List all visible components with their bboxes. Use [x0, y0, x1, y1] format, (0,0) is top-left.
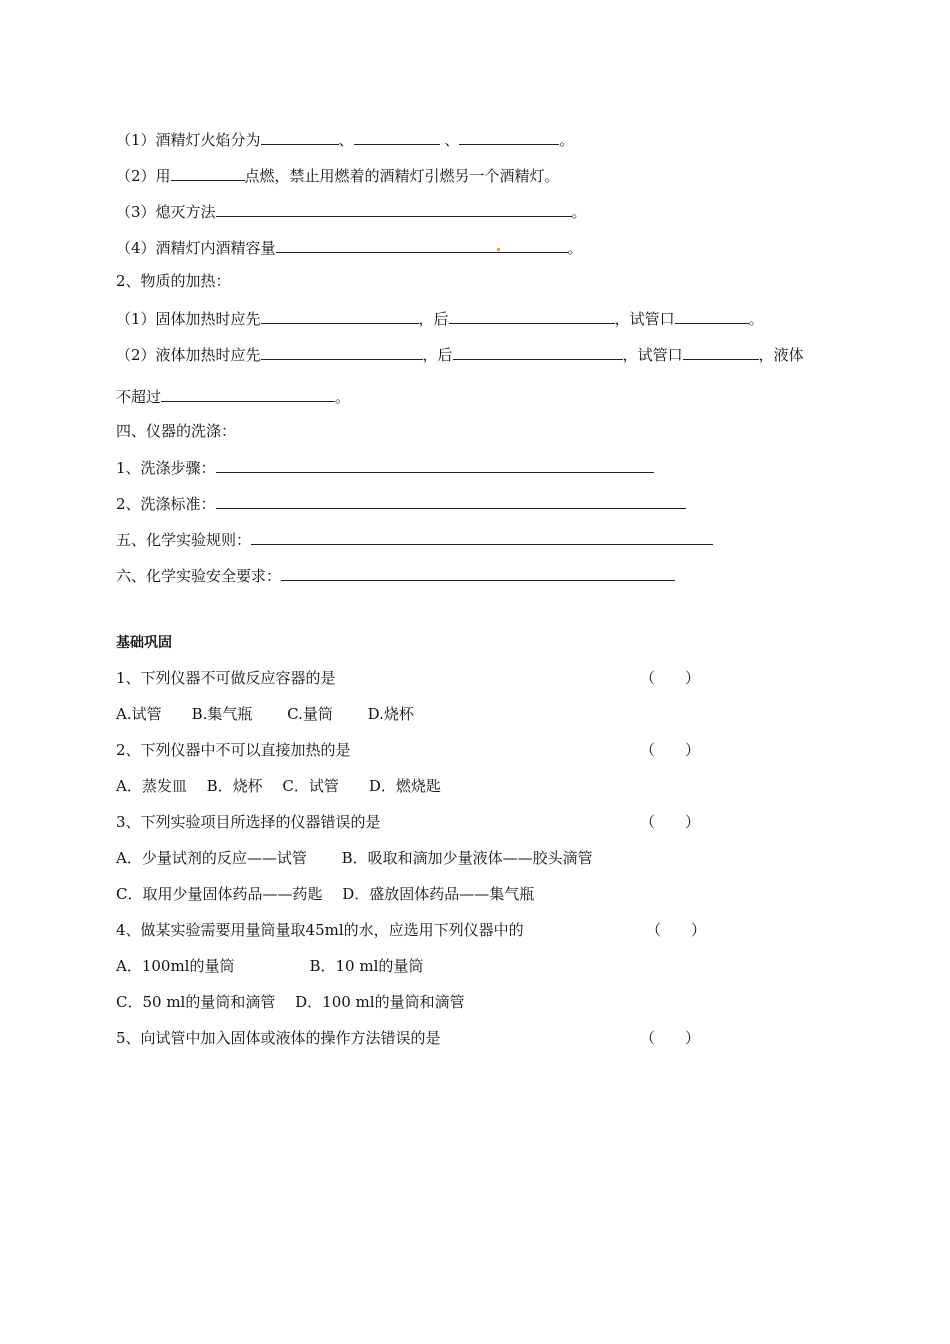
answer-blank[interactable]: [216, 456, 654, 473]
lamp-flame-line: （1）酒精灯火焰分为 、 、 。: [116, 128, 574, 148]
question-options: A．蒸发皿 B．烧杯 C．试管 D．燃烧匙: [116, 777, 441, 795]
question-options: C．取用少量固体药品——药匙 D．盛放固体药品——集气瓶: [116, 885, 535, 903]
solid-heating-line: （1）固体加热时应先 ，后 ，试管口 。: [116, 307, 764, 327]
answer-blank[interactable]: [276, 236, 568, 253]
answer-blank[interactable]: [261, 343, 423, 360]
heating-title: 2、物质的加热：: [116, 272, 231, 290]
question-stem: 3、下列实验项目所选择的仪器错误的是: [116, 813, 381, 831]
answer-blank[interactable]: [281, 564, 675, 581]
question-options: A．少量试剂的反应——试管 B．吸取和滴加少量液体——胶头滴管: [116, 849, 593, 867]
answer-paren[interactable]: （ ）: [646, 921, 707, 939]
question-stem: 1、下列仪器不可做反应容器的是: [116, 669, 336, 687]
question-stem: 4、做某实验需要用量筒量取45ml的水，应选用下列仪器中的: [116, 921, 524, 939]
answer-blank[interactable]: [683, 343, 759, 360]
liquid-limit-line: 不超过 。: [116, 385, 350, 405]
answer-blank[interactable]: [261, 128, 339, 145]
answer-blank[interactable]: [251, 528, 713, 545]
answer-paren[interactable]: （ ）: [640, 741, 701, 759]
lamp-extinguish-line: （3）熄灭方法 。: [116, 200, 587, 220]
lamp-ignite-line: （2）用 点燃，禁止用燃着的酒精灯引燃另一个酒精灯。: [116, 164, 560, 184]
question-stem: 2、下列仪器中不可以直接加热的是: [116, 741, 351, 759]
question-options: A．100ml的量筒 B．10 ml的量筒: [116, 957, 424, 975]
safety-line: 六、化学实验安全要求：: [116, 564, 675, 584]
question-options: A.试管 B.集气瓶 C.量筒 D.烧杯: [116, 705, 414, 723]
liquid-heating-line: （2）液体加热时应先 ，后 ，试管口 ，液体: [116, 343, 804, 363]
rules-line: 五、化学实验规则：: [116, 528, 713, 548]
washing-title: 四、仪器的洗涤：: [116, 422, 237, 440]
answer-blank[interactable]: [216, 200, 572, 217]
answer-blank[interactable]: [171, 164, 245, 181]
washing-steps-line: 1、洗涤步骤：: [116, 456, 654, 476]
answer-blank[interactable]: [354, 128, 440, 145]
lamp-capacity-line: （4）酒精灯内酒精容量 。: [116, 236, 583, 256]
answer-paren[interactable]: （ ）: [640, 669, 701, 687]
answer-blank[interactable]: [216, 492, 686, 509]
question-stem: 5、向试管中加入固体或液体的操作方法错误的是: [116, 1029, 441, 1047]
washing-standard-line: 2、洗涤标准：: [116, 492, 686, 512]
speck-mark: [497, 248, 500, 251]
question-options: C．50 ml的量筒和滴管 D．100 ml的量筒和滴管: [116, 993, 465, 1011]
answer-blank[interactable]: [675, 307, 749, 324]
answer-blank[interactable]: [459, 128, 559, 145]
answer-blank[interactable]: [261, 307, 419, 324]
section-title: 基础巩固: [116, 635, 172, 651]
answer-blank[interactable]: [161, 385, 335, 402]
answer-paren[interactable]: （ ）: [640, 1029, 701, 1047]
answer-blank[interactable]: [453, 343, 623, 360]
answer-paren[interactable]: （ ）: [640, 813, 701, 831]
answer-blank[interactable]: [449, 307, 615, 324]
